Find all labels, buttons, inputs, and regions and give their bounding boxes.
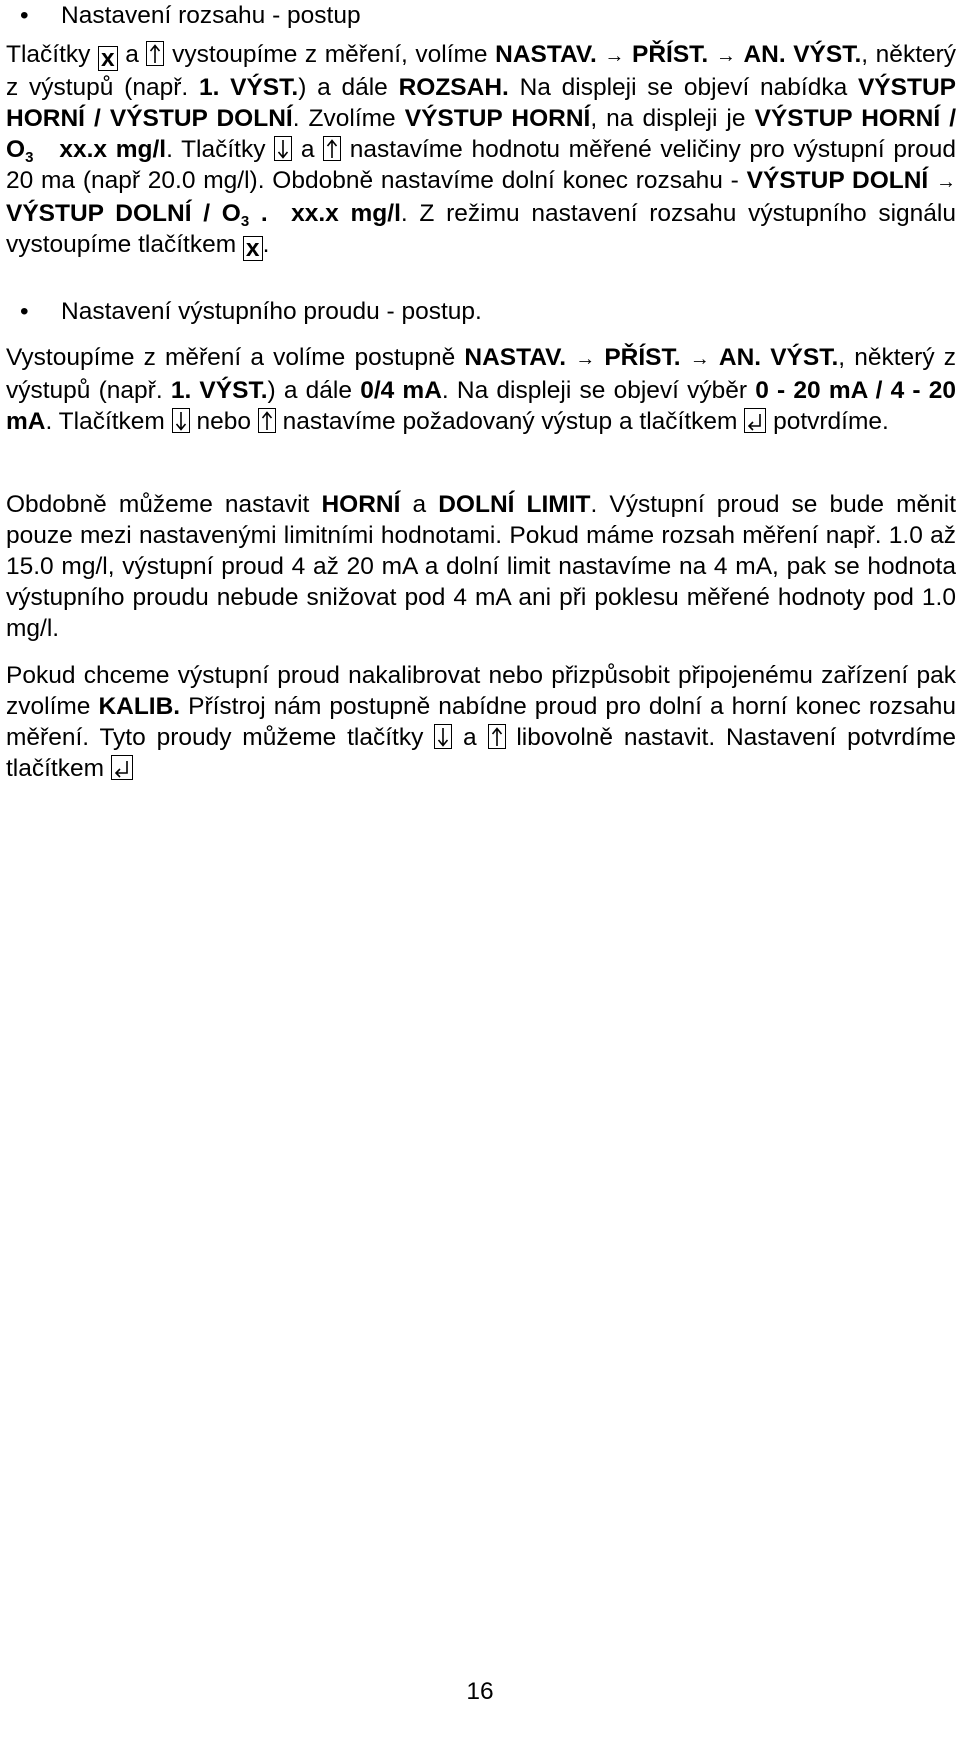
key-up-arrow-icon bbox=[323, 136, 341, 161]
text: Vystoupíme z měření a volíme postupně bbox=[6, 344, 456, 371]
bullet-dot: • bbox=[20, 2, 29, 29]
paragraph-calibration bbox=[6, 660, 956, 784]
text: Na displeji se objeví nabídka bbox=[519, 74, 848, 101]
text: potvrdíme. bbox=[773, 408, 889, 435]
bullet-dot: • bbox=[20, 298, 29, 325]
text: nastavíme hodnotu měřené veličiny pro výstupní proud 20 ma (např 20.0 mg/l). Obdobně nastavíme dolní konec rozsahu - bbox=[6, 136, 956, 194]
heading-text: Nastavení výstupního proudu - postup. bbox=[61, 298, 482, 325]
text: . Tlačítkem bbox=[45, 408, 165, 435]
paragraph-current-setup bbox=[6, 342, 956, 437]
key-up-arrow-icon bbox=[146, 41, 164, 66]
key-x-icon bbox=[243, 236, 263, 261]
menu-vyst1: 1. VÝST. bbox=[170, 377, 268, 404]
display-choice: 0 - 20 mA / 4 - 20 mA bbox=[6, 377, 956, 435]
menu-an-vyst: AN. VÝST. bbox=[743, 41, 862, 68]
text: . Tlačítky bbox=[166, 136, 266, 163]
key-up-arrow-icon bbox=[258, 408, 276, 433]
display-vd-o3 bbox=[6, 200, 268, 230]
text: VÝSTUP DOLNÍ / O bbox=[6, 200, 241, 227]
text: Obdobně můžeme nastavit bbox=[6, 491, 310, 518]
text: a bbox=[412, 491, 427, 518]
right-arrow-icon: → bbox=[715, 45, 736, 67]
key-enter-icon bbox=[111, 755, 133, 780]
menu-vyst1: 1. VÝST. bbox=[198, 74, 299, 101]
text: , některý z výstupů (např. bbox=[6, 41, 957, 101]
key-label: x bbox=[101, 45, 115, 72]
text: . Zvolíme bbox=[292, 105, 396, 132]
key-down-arrow-icon bbox=[274, 136, 292, 161]
key-down-arrow-icon bbox=[434, 724, 452, 749]
right-arrow-icon: → bbox=[936, 171, 956, 193]
menu-an-vyst: AN. VÝST. bbox=[718, 344, 839, 371]
paragraph-range-setup bbox=[6, 39, 956, 261]
text: a bbox=[125, 41, 139, 68]
text: a bbox=[300, 136, 315, 163]
text: Tlačítky bbox=[6, 41, 91, 68]
right-arrow-icon: → bbox=[689, 348, 710, 370]
text: ) a dále bbox=[267, 377, 352, 404]
menu-nastav: NASTAV. bbox=[495, 41, 597, 68]
menu-0-4ma: 0/4 mA bbox=[360, 377, 442, 404]
text: a bbox=[463, 724, 477, 751]
subscript: 3 bbox=[240, 213, 250, 230]
page-number: 16 bbox=[466, 1678, 494, 1705]
text: . Z režimu nastavení rozsahu výstupního signálu vystoupíme tlačítkem bbox=[6, 200, 956, 258]
text: , některý z výstupů (např. bbox=[6, 344, 956, 404]
menu-rozsah: ROZSAH. bbox=[398, 74, 509, 101]
text: . bbox=[260, 200, 268, 227]
right-arrow-icon: → bbox=[575, 348, 596, 370]
menu-dolni-limit: DOLNÍ LIMIT bbox=[438, 491, 591, 518]
paragraph-limits bbox=[6, 489, 956, 644]
text: ) a dále bbox=[298, 74, 388, 101]
text: nebo bbox=[196, 408, 251, 435]
display-vd: VÝSTUP DOLNÍ bbox=[746, 167, 929, 194]
text: VÝSTUP HORNÍ / O bbox=[6, 105, 957, 163]
display-vh-vd: VÝSTUP HORNÍ / VÝSTUP DOLNÍ bbox=[6, 74, 956, 132]
menu-nastav: NASTAV. bbox=[464, 344, 567, 371]
text: . Výstupní proud se bude měnit pouze mezi nastavenými limitními hodnotami. Pokud máme rozsah měření např. 1.0 až 15.0 mg/l, výstupní proud 4 až 20 mA a dolní limit nastavíme na 4 mA, pak se hodnota výstupního proudu nebude snižovat pod 4 mA ani při poklesu měřené hodnoty pod 1.0 mg/l. bbox=[6, 491, 957, 642]
display-vh: VÝSTUP HORNÍ bbox=[404, 105, 591, 132]
menu-prist: PŘÍST. bbox=[604, 344, 681, 371]
text: . bbox=[262, 231, 270, 258]
menu-kalib: KALIB. bbox=[98, 693, 181, 720]
menu-prist: PŘÍST. bbox=[632, 41, 709, 68]
key-x-icon bbox=[98, 46, 118, 71]
display-value: xx.x mg/l bbox=[291, 200, 401, 227]
heading-text: Nastavení rozsahu - postup bbox=[61, 2, 361, 29]
text: . Na displeji se objeví výběr bbox=[441, 377, 748, 404]
text: Přístroj nám postupně nabídne proud pro dolní a horní konec rozsahu měření. Tyto proudy můžeme tlačítky bbox=[6, 693, 957, 751]
menu-horni: HORNÍ bbox=[321, 491, 401, 518]
text: libovolně nastavit. Nastavení potvrdíme tlačítkem bbox=[6, 724, 957, 782]
right-arrow-icon: → bbox=[604, 45, 625, 67]
text: , na displeji je bbox=[590, 105, 746, 132]
text: nastavíme požadovaný výstup a tlačítkem bbox=[282, 408, 738, 435]
text: Pokud chceme výstupní proud nakalibrovat nebo přizpůsobit připojenému zařízení pak zvolíme bbox=[6, 662, 956, 720]
subscript: 3 bbox=[25, 149, 34, 166]
key-up-arrow-icon bbox=[488, 724, 506, 749]
key-down-arrow-icon bbox=[172, 408, 190, 433]
key-enter-icon bbox=[744, 408, 766, 433]
display-value: xx.x mg/l bbox=[59, 136, 167, 163]
text: vystoupíme z měření, volíme bbox=[172, 41, 488, 68]
bullet-heading-range bbox=[6, 0, 960, 31]
key-label: x bbox=[245, 235, 260, 262]
bullet-heading-current bbox=[6, 296, 960, 327]
